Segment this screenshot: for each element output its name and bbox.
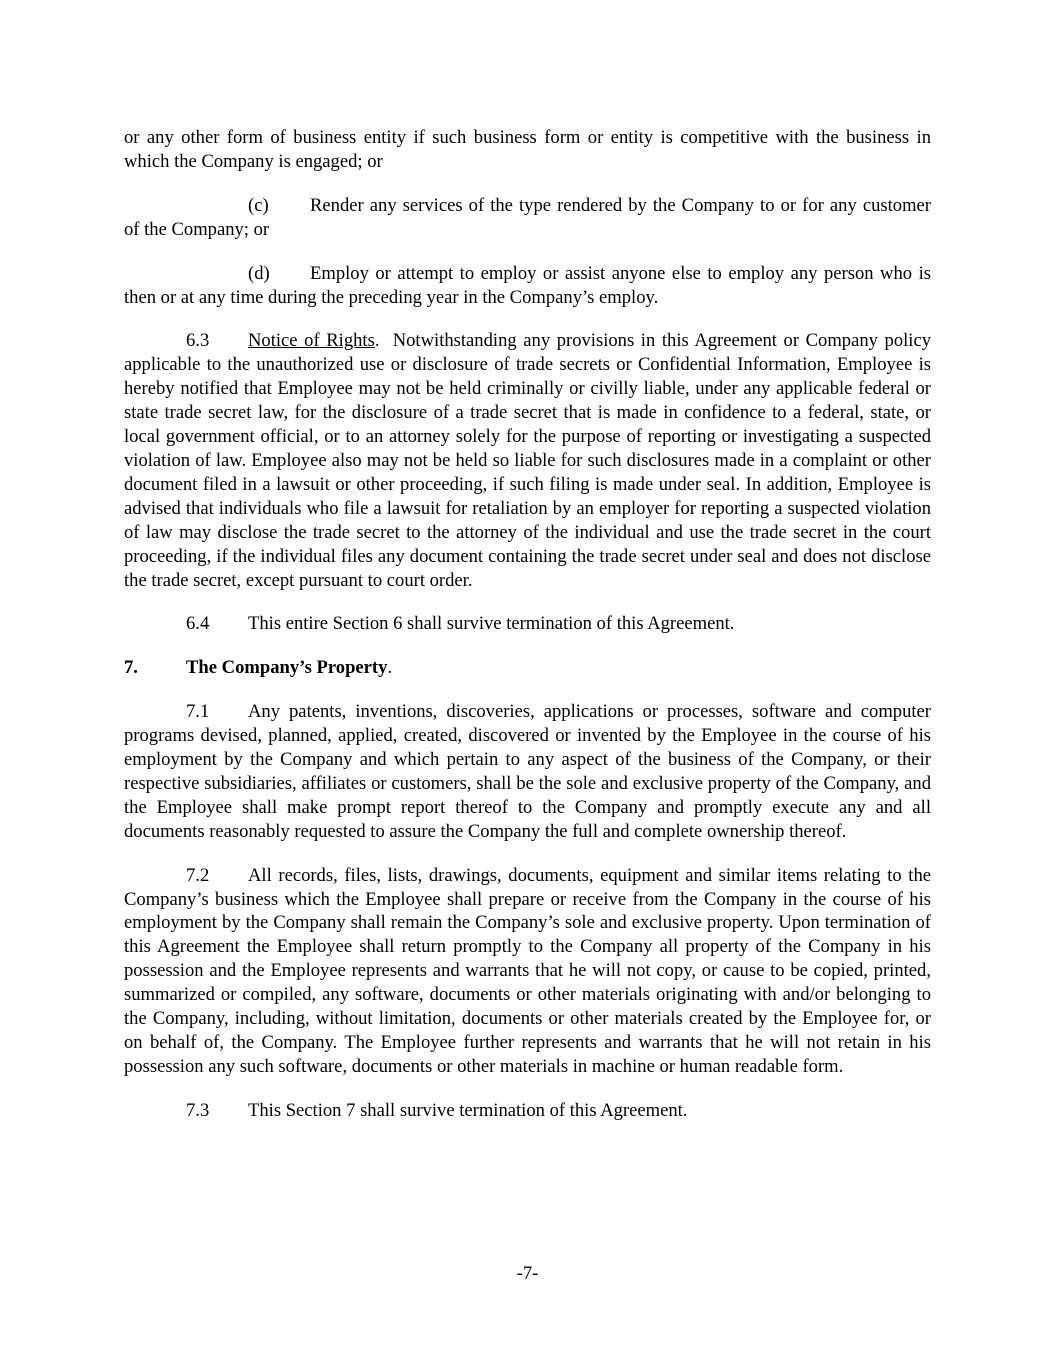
section-7-3-paragraph xyxy=(124,1099,931,1123)
section-6-3-text: Notwithstanding any provisions in this Agreement or Company policy applicable to the unauthorized use or disclosure of trade secrets or Confidential Information, Employee is hereby notified that Employee may not be held criminally or civilly liable, under any applicable federal or state trade secret law, for the disclosure of a trade secret that is made in confidence to a federal, state, or local government official, or to an attorney solely for the purpose of reporting or investigating a suspected violation of law. Employee also may not be held so liable for such disclosures made in a complaint or other document filed in a lawsuit or other proceeding, if such filing is made under seal. In addition, Employee is advised that individuals who file a lawsuit for retaliation by an employer for reporting a suspected violation of law may disclose the trade secret to the attorney of the individual and use the trade secret in the court proceeding, if the individual files any document containing the trade secret under seal and does not disclose the trade secret, except pursuant to court order. xyxy=(124,330,931,591)
section-7-1-paragraph xyxy=(124,700,931,843)
section-7-3-text: This Section 7 shall survive termination of this Agreement. xyxy=(248,1099,688,1121)
section-7-number: 7. xyxy=(124,657,138,679)
section-7-title-punct: . xyxy=(387,657,393,679)
item-d-paragraph xyxy=(124,262,931,310)
continuation-paragraph: or any other form of business entity if such business form or entity is competitive with the business in which the Company is engaged; or xyxy=(124,127,931,172)
section-7-2-paragraph xyxy=(124,864,931,1079)
section-7-2-number: 7.2 xyxy=(186,864,210,886)
section-7-1-number: 7.1 xyxy=(186,701,210,723)
page-number: -7- xyxy=(516,1263,539,1284)
document-page xyxy=(124,126,931,1143)
section-6-3-title-punct: . xyxy=(374,330,380,352)
section-7-1-text: Any patents, inventions, discoveries, applications or processes, software and computer programs devised, planned, applied, created, discovered or invented by the Employee in the course of his employment by the Company and which pertain to any aspect of the business of the Company, or their respective subsidiaries, affiliates or customers, shall be the sole and exclusive property of the Company, and the Employee shall make prompt report thereof to the Company and promptly execute any and all documents reasonably requested to assure the Company the full and complete ownership thereof. xyxy=(124,701,931,842)
section-7-3-number: 7.3 xyxy=(186,1099,210,1121)
section-7-2-text: All records, files, lists, drawings, documents, equipment and similar items relating to the Company’s business which the Employee shall prepare or receive from the Company in the course of his employment by the Company shall remain the Company’s sole and exclusive property. Upon termination of this Agreement the Employee shall return promptly to the Company all property of the Company in his possession and the Employee represents and warrants that he will not copy, or cause to be copied, printed, summarized or compiled, any software, documents or other materials originating with and/or belonging to the Company, including, without limitation, documents or other materials created by the Employee for, or on behalf of, the Company. The Employee further represents and warrants that he will not retain in his possession any such software, documents or other materials in machine or human readable form. xyxy=(124,864,931,1077)
section-7-heading xyxy=(124,656,931,680)
section-6-4-paragraph xyxy=(124,612,931,636)
section-6-3-number: 6.3 xyxy=(186,330,210,352)
section-6-3-paragraph xyxy=(124,329,931,592)
section-6-4-text: This entire Section 6 shall survive termination of this Agreement. xyxy=(248,613,735,635)
item-d-text: Employ or attempt to employ or assist anyone else to employ any person who is then or at any time during the preceding year in the Company’s employ. xyxy=(124,262,931,308)
section-6-3-title: Notice of Rights xyxy=(248,330,375,352)
item-d-label: (d) xyxy=(248,262,270,284)
section-7-title: The Company’s Property xyxy=(186,657,388,679)
item-c-label: (c) xyxy=(248,194,269,216)
section-6-4-number: 6.4 xyxy=(186,613,210,635)
item-c-paragraph xyxy=(124,194,931,242)
item-c-text: Render any services of the type rendered by the Company to or for any customer of the Company; or xyxy=(124,194,931,240)
